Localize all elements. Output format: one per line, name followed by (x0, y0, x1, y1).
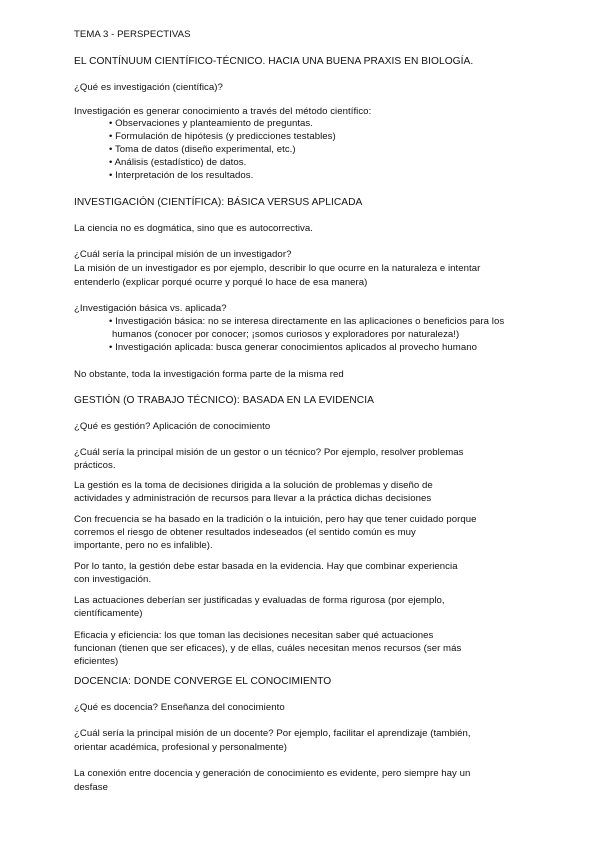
heading-gestion: GESTIÓN (O TRABAJO TÉCNICO): BASADA EN LA EVIDENCIA (74, 395, 374, 406)
method-step: • Observaciones y planteamiento de preguntas. (109, 118, 313, 129)
paragraph-red: No obstante, toda la investigación forma parte de la misma red (74, 369, 344, 380)
question-gestor: ¿Cuál sería la principal misión de un gestor o un técnico? Por ejemplo, resolver problemas (74, 447, 464, 458)
heading-docencia: DOCENCIA: DONDE CONVERGE EL CONOCIMIENTO (74, 676, 332, 687)
paragraph-actuaciones: Las actuaciones deberían ser justificadas y evaluadas de forma rigurosa (por ejemplo, (74, 595, 445, 606)
paragraph-ciencia: La ciencia no es dogmática, sino que es autocorrectiva. (74, 223, 314, 234)
main-heading: EL CONTÍNUUM CIENTÍFICO-TÉCNICO. HACIA UNA BUENA PRAXIS EN BIOLOGÍA. (74, 56, 474, 67)
question-docencia: ¿Qué es docencia? Enseñanza del conocimiento (74, 702, 285, 713)
paragraph-eficacia: funcionan (tienen que ser eficaces), y de ellas, cuáles necesitan menos recursos (ser más (74, 643, 462, 654)
paragraph-gestion: actividades y administración de recursos para llevar a la práctica dichas decisiones (74, 493, 432, 504)
paragraph-gestion: La gestión es la toma de decisiones dirigida a la solución de problemas y diseño de (74, 480, 433, 491)
paragraph-actuaciones: científicamente) (74, 608, 143, 619)
question-basica-aplicada: ¿Investigación básica vs. aplicada? (74, 303, 227, 314)
paragraph-investigador: La misión de un investigador es por ejemplo, describir lo que ocurre en la naturaleza e intentar (74, 263, 481, 274)
paragraph-investigador: entenderlo (explicar porqué ocurre y porqué lo hace de esa manera) (74, 277, 368, 288)
bullet-basica-continuation: humanos (conocer por conocer; ¡somos curiosos y exploradores por naturaleza!) (112, 329, 460, 340)
question-gestor: prácticos. (74, 460, 116, 471)
paragraph-evidencia: Por lo tanto, la gestión debe estar basada en la evidencia. Hay que combinar experiencia (74, 561, 458, 572)
paragraph-tradicion: importante, pero no es infalible). (74, 540, 213, 551)
paragraph-tradicion: Con frecuencia se ha basado en la tradición o la intuición, pero hay que tener cuidado porque (74, 514, 477, 525)
paragraph-tradicion: corremos el riesgo de obtener resultados indeseados (el sentido común es muy (74, 527, 416, 538)
bullet-aplicada: • Investigación aplicada: busca generar conocimientos aplicados al provecho humano (109, 342, 477, 353)
method-step: • Interpretación de los resultados. (109, 170, 254, 181)
investigacion-definition: Investigación es generar conocimiento a través del método científico: (74, 106, 372, 117)
paragraph-eficacia: Eficacia y eficiencia: los que toman las decisiones necesitan saber qué actuaciones (74, 630, 434, 641)
bullet-basica: • Investigación básica: no se interesa directamente en las aplicaciones o beneficios para los (109, 316, 505, 327)
paragraph-conexion: desfase (74, 782, 108, 793)
question-investigacion: ¿Qué es investigación (científica)? (74, 82, 223, 93)
paragraph-evidencia: con investigación. (74, 574, 152, 585)
heading-investigacion: INVESTIGACIÓN (CIENTÍFICA): BÁSICA VERSUS APLICADA (74, 197, 363, 208)
topic-title: TEMA 3 - PERSPECTIVAS (74, 29, 191, 40)
method-step: • Formulación de hipótesis (y predicciones testables) (109, 131, 336, 142)
method-step: • Análisis (estadístico) de datos. (109, 157, 247, 168)
question-docente: ¿Cuál sería la principal misión de un docente? Por ejemplo, facilitar el aprendizaje (también, (74, 728, 471, 739)
paragraph-conexion: La conexión entre docencia y generación de conocimiento es evidente, pero siempre hay un (74, 768, 471, 779)
method-step: • Toma de datos (diseño experimental, etc.) (109, 144, 296, 155)
paragraph-eficacia: eficientes) (74, 656, 119, 667)
question-investigador: ¿Cuál sería la principal misión de un investigador? (74, 249, 292, 260)
question-gestion: ¿Qué es gestión? Aplicación de conocimiento (74, 421, 271, 432)
question-docente: orientar académica, profesional y personalmente) (74, 742, 288, 753)
